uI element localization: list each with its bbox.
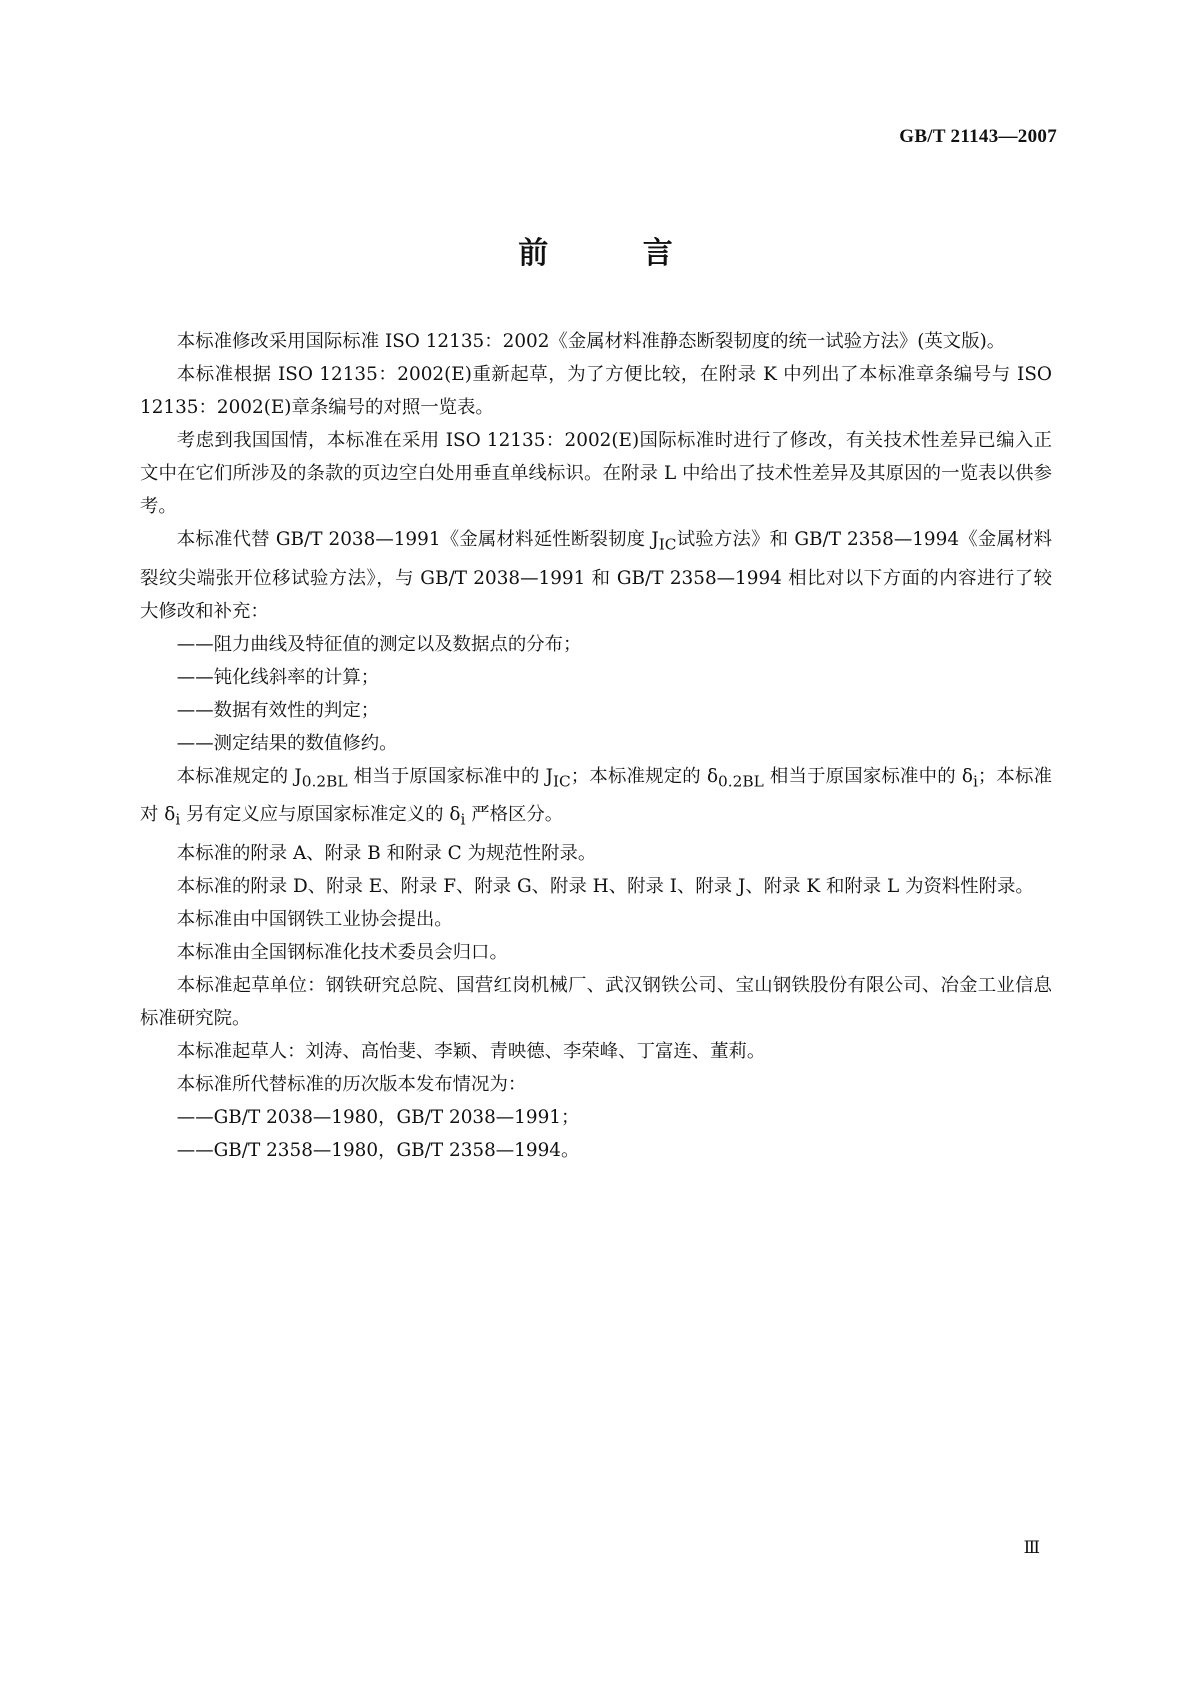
modification-item: ——测定结果的数值修约。 [176,732,398,754]
notation-text-6: 另有定义应与原国家标准定义的 δ [180,804,461,826]
page-title: 前 言 [518,236,715,271]
history-item: ——GB/T 2038—1980，GB/T 2038—1991； [176,1107,580,1129]
standard-code: GB/T 21143—2007 [899,126,1057,147]
paragraph-proposer: 本标准由中国钢铁工业协会提出。 [176,909,453,931]
preface-body [140,325,1052,1167]
history-item: ——GB/T 2358—1980，GB/T 2358—1994。 [176,1140,580,1162]
notation-subscript-2: IC [552,772,571,791]
notation-subscript-6: i [460,811,466,830]
notation-text-1: 本标准规定的 J [176,765,302,787]
notation-text-2: 相当于原国家标准中的 J [347,765,553,787]
notation-subscript-5: i [175,811,181,830]
paragraph-adoption: 本标准修改采用国际标准 ISO 12135：2002《金属材料准静态断裂韧度的统一试验方法》(英文版)。 [176,331,1006,352]
modification-item: ——钝化线斜率的计算； [176,666,380,688]
paragraph-normative-annexes: 本标准的附录 A、附录 B 和附录 C 为规范性附录。 [176,843,597,865]
modification-item: ——数据有效性的判定； [176,699,380,721]
notation-text-3: ；本标准规定的 δ [570,765,719,787]
replacement-subscript: IC [658,535,677,554]
page-number: Ⅲ [1023,1538,1040,1557]
paragraph-informative-annexes: 本标准的附录 D、附录 E、附录 F、附录 G、附录 H、附录 I、附录 J、附录 K 和附录 L 为资料性附录。 [176,876,1034,898]
paragraph-drafting-units: 本标准起草单位：钢铁研究总院、国营红岗机械厂、武汉钢铁公司、宝山钢铁股份有限公司、冶金工业信息标准研究院。 [140,975,1052,1030]
replacement-text-2: 试验方法》和 GB/T 2358—1994《金属材料裂纹尖端张开位移试验方法》，与 GB/T 2038—1991 和 GB/T 2358—1994 相比对以下方面的内容进行了较大修改和补充： [140,529,1053,622]
replacement-text-1: 本标准代替 GB/T 2038—1991《金属材料延性断裂韧度 J [176,529,659,550]
paragraph-drafters: 本标准起草人：刘涛、高怡斐、李颖、青映德、李荣峰、丁富连、董莉。 [176,1041,766,1063]
paragraph-history-intro: 本标准所代替标准的历次版本发布情况为： [176,1074,527,1096]
paragraph-replacement [140,523,1052,628]
notation-subscript-1: 0.2BL [301,772,348,791]
notation-subscript-3: 0.2BL [718,772,764,791]
notation-text-4: 相当于原国家标准中的 δ [763,765,973,787]
notation-subscript-4: i [972,772,978,791]
paragraph-technical-differences: 考虑到我国国情，本标准在采用 ISO 12135：2002(E)国际标准时进行了修改，有关技术性差异已编入正文中在它们所涉及的条款的页边空白处用垂直单线标识。在附录 L 中给出了技术性差异及其原因的一览表以供参考。 [140,430,1052,517]
paragraph-committee: 本标准由全国钢标准化技术委员会归口。 [176,942,508,964]
paragraph-notation [140,760,1052,837]
notation-text-5: ；本标准对 δ [140,765,1053,826]
notation-text-7: 严格区分。 [465,804,564,826]
paragraph-redrafting: 本标准根据 ISO 12135：2002(E)重新起草，为了方便比较，在附录 K 中列出了本标准章条编号与 ISO 12135：2002(E)章条编号的对照一览表。 [140,364,1052,418]
modification-item: ——阻力曲线及特征值的测定以及数据点的分布； [176,633,582,655]
